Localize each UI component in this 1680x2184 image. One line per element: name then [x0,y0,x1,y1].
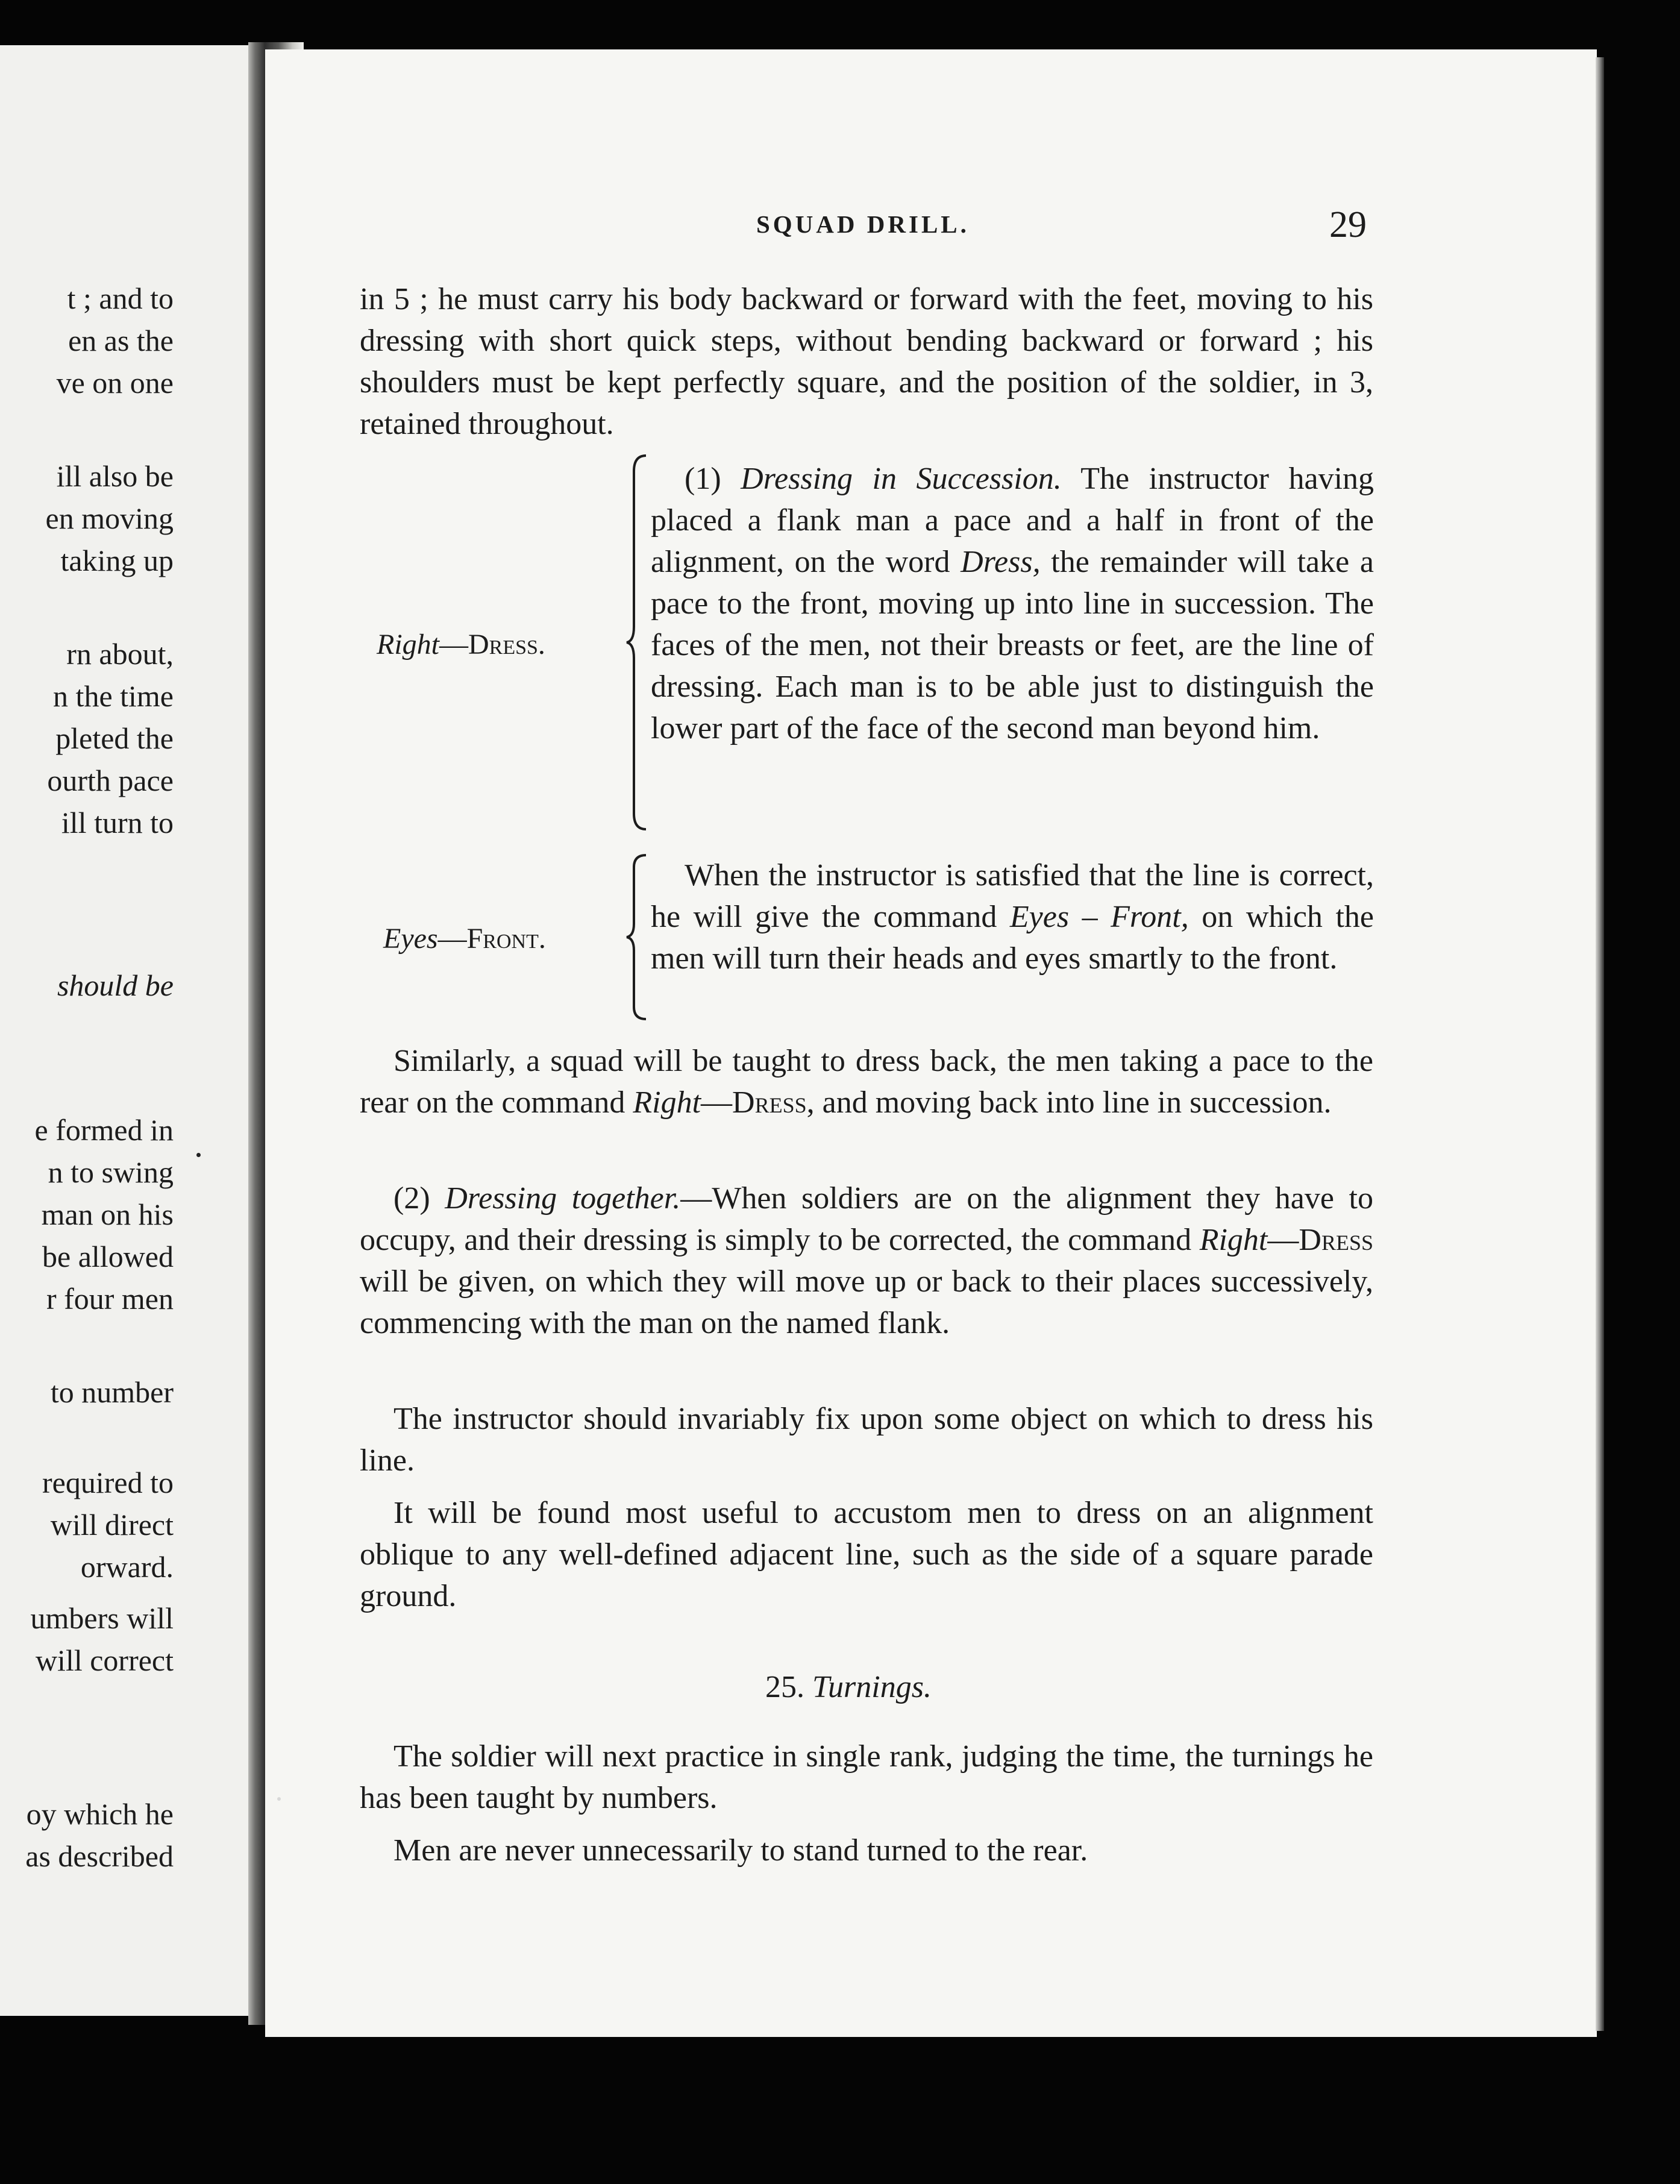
left-page-fragment: ourth pace [47,764,174,797]
margin-command-right-dress [377,628,545,661]
rear-paragraph [360,1830,1373,1871]
left-page-fragment: man on his [41,1197,174,1231]
left-page-fragment: en moving [45,501,174,535]
left-page-fragment: to number [50,1375,174,1409]
intro-text: in 5 ; he must carry his body backward or forward with the feet, moving to his dressing with short quick steps, without bending backward or forward ; his shoulders must be kept perfectly square, and the position of the soldier, in 3, retained throughout. [360,282,1373,441]
para-text-continued: will be given, on which they will move up or back to their places successively, commencing with the man on the named flank. [360,1264,1373,1340]
page-edge [1596,57,1604,2031]
running-head: SQUAD DRILL. [756,210,970,238]
left-page-fragment: should be [57,968,174,1002]
left-page-fragment: will correct [35,1643,174,1677]
page-number: 29 [1329,204,1367,245]
left-page-fragment: ve on one [56,366,174,400]
item-heading: Dressing together. [445,1181,681,1216]
item-number: (1) [685,462,721,496]
fix-object-paragraph [360,1398,1373,1481]
item-text-continued: on which the men will turn their heads and eyes smartly to the front. [651,900,1374,976]
left-page-fragment: pleted the [55,721,174,755]
item-text-continued: the remainder will take a pace to the front, moving up into line in succession. The faces of the men, not their breasts or feet, are the line of dressing. Each man is to be able just to distinguish the lower part of the face of the second man beyond him. [651,545,1374,745]
para-text: Men are never unnecessarily to stand turned to the rear. [393,1833,1088,1868]
command-dash: — [437,923,467,955]
command-italic: Eyes [383,923,438,955]
left-page-fragment: oy which he [26,1797,174,1831]
item-text: When the instructor is satisfied that the line is correct, he will give the command [651,858,1374,934]
para-command-italic: Right [1199,1223,1268,1257]
left-page-fragment: required to [42,1466,174,1499]
command-italic: Right [377,629,439,661]
section-title: Turnings. [812,1670,932,1704]
para-text: Similarly, a squad will be taught to dress back, the men taking a pace to the rear on the command [360,1044,1373,1120]
left-page-fragment: ill turn to [61,806,174,839]
left-page-fragment: taking up [60,544,174,577]
dressing-together-paragraph [360,1178,1373,1344]
command-caps: Front. [466,923,546,955]
left-page-fragment: will direct [50,1508,174,1542]
left-facing-page [0,45,248,2016]
turnings-paragraph [360,1736,1373,1819]
para-text: It will be found most useful to accustom men to dress on an alignment oblique to any well-defined adjacent line, such as the side of a square parade ground. [360,1496,1373,1613]
margin-command-eyes-front [383,922,546,955]
para-text: —When soldiers are on the alignment they have to occupy, and their dressing is simply to be corrected, the command [360,1181,1374,1257]
left-page-fragment: n to swing [48,1155,174,1189]
left-page-fragment: en as the [68,324,174,357]
left-page-fragment: ill also be [56,459,174,493]
command-dash: — [439,629,468,661]
para-text: The instructor should invariably fix upon some object on which to dress his line. [360,1402,1373,1478]
para-text-continued: and moving back into line in succession. [822,1085,1332,1120]
left-page-fragment: n the time [53,679,174,713]
curly-brace [624,453,648,832]
para-command-italic: Right [633,1085,701,1120]
command-caps: Dress. [468,629,545,661]
para-command-caps: —Dress [1267,1223,1373,1257]
item-text: The instructor having placed a flank man a pace and a half in front of the alignment, on the word [651,462,1374,579]
para-text: The soldier will next practice in single rank, judging the time, the turnings he has been taught by numbers. [360,1739,1373,1815]
left-page-fragment: orward. [80,1550,174,1584]
page-speck [277,1797,281,1801]
dressing-in-succession-paragraph [651,458,1374,749]
item-heading: Dressing in Succession. [741,462,1062,496]
left-page-fragment: as described [25,1839,174,1873]
item-number: (2) [393,1181,430,1216]
left-page-fragment: e formed in [34,1113,174,1147]
item-word-dress: Dress, [961,545,1041,579]
intro-paragraph [360,278,1373,445]
item-command: Eyes – Front, [1009,900,1189,934]
para-command-caps: —Dress, [701,1085,815,1120]
section-number: 25. [765,1670,804,1704]
left-page-fragment: r four men [46,1282,174,1316]
left-page-fragment: umbers will [30,1601,174,1635]
section-heading [765,1669,932,1705]
ink-dot [196,1153,201,1157]
curly-brace [624,853,648,1021]
left-page-fragment: be allowed [42,1240,174,1273]
oblique-alignment-paragraph [360,1492,1373,1617]
eyes-front-paragraph [651,855,1374,979]
left-page-fragment: rn about, [66,637,174,671]
left-page-fragment: t ; and to [67,281,174,315]
dress-back-paragraph [360,1040,1373,1123]
